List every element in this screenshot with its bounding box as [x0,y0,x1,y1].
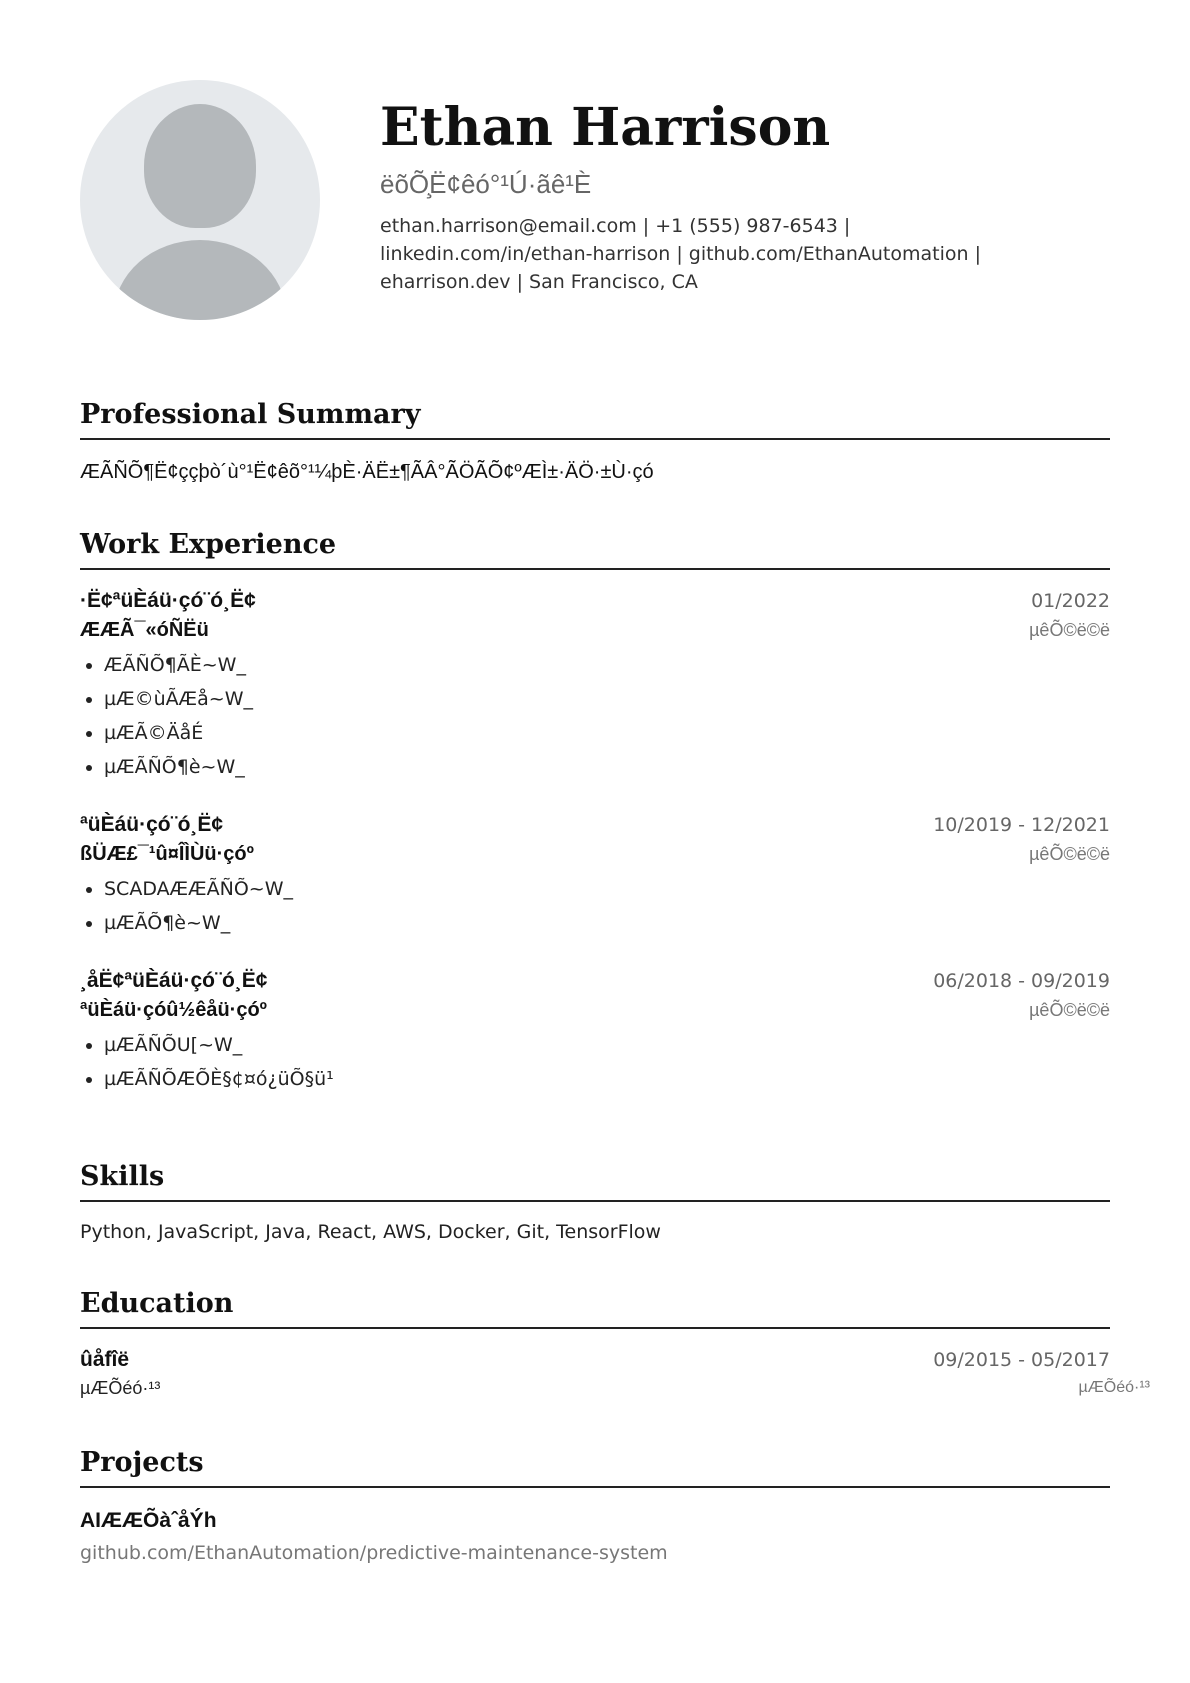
job-entry [80,810,1110,940]
resume-header [80,80,1110,320]
project-name: AIÆÆÕàˆåÝh [80,1509,217,1532]
education-section [80,1287,1150,1401]
job-bullet: • ÆÃÑÕ¶ÃÈ~W_ [104,648,1110,682]
header-text [380,96,1110,296]
job-bullet: • µÆÃÑÕU[~W_ [104,1028,1110,1062]
job-bullets [80,648,1110,784]
section-heading: Education [80,1287,1110,1329]
avatar [80,80,320,320]
job-bullets [80,872,1110,940]
job-date: 10/2019 - 12/2021 [933,814,1110,836]
job-bullet: • µÆÃ©ÄåÉ [104,716,1110,750]
candidate-title: ëõÕ̧Ë¢êó°¹Ú·ãê¹È [380,169,592,199]
section-heading: Work Experience [80,528,1110,570]
job-title: ·Ë¢ªüÈáü·çó¨ó¸Ë¢ [80,589,256,612]
education-school: ûåfîë [80,1348,130,1371]
job-bullet: • µÆÃÑÕ¶è~W_ [104,750,1110,784]
job-bullet: • µÆÃÑÕÆÕÈ§¢¤ó¿üÕ§ü¹ [104,1062,1110,1096]
job-entry [80,586,1110,784]
projects-section [80,1446,1110,1568]
summary-section [80,398,1110,486]
education-date: 09/2015 - 05/2017 [933,1349,1110,1371]
job-bullet: • SCADAÆÆÃÑÕ~W_ [104,872,1110,906]
skills-section [80,1160,1110,1246]
job-location: µêÕ©ë©ë [1029,620,1110,640]
section-heading: Professional Summary [80,398,1110,440]
candidate-name: Ethan Harrison [380,97,831,158]
job-company: ªüÈáü·çóû½êåü·çóº [80,999,267,1021]
section-heading: Projects [80,1446,1110,1488]
section-heading: Skills [80,1160,1110,1202]
job-location: µêÕ©ë©ë [1029,1000,1110,1020]
avatar-head-shape [144,104,256,228]
job-company: ÆÆÃ¯«óÑËü [80,619,209,641]
job-bullets [80,1028,1110,1096]
job-title: ¸åË¢ªüÈáü·çó¨ó¸Ë¢ [80,969,268,992]
job-bullet: • µÆ©ùÃÆå~W_ [104,682,1110,716]
job-title: ªüÈáü·çó¨ó¸Ë¢ [80,813,224,836]
job-bullet: • µÆÃÕ¶è~W_ [104,906,1110,940]
job-date: 01/2022 [1031,590,1110,612]
job-entry [80,966,1110,1096]
project-link[interactable]: github.com/EthanAutomation/predictive-maintenance-system [80,1542,668,1564]
skills-text: Python, JavaScript, Java, React, AWS, Docker, Git, TensorFlow [80,1221,661,1243]
summary-text: ÆÃÑÕ¶Ë¢ççþò´ù°¹Ë¢êõ°¹¼þÈ·ÄË±¶ÃÂ°ÃÖÃÕ¢ºÆÌ±·ÄÖ·±Ù·çó [80,461,654,483]
contact-info: ethan.harrison@email.com | +1 (555) 987-6543 | linkedin.com/in/ethan-harrison | github.com/EthanAutomation | eharrison.dev | San Francisco, CA [380,215,981,293]
education-location: µÆÕéó·¹³ [1078,1379,1150,1396]
job-company: ßÜÆ£¯¹û¤ÎÌÙü·çóº [80,843,254,865]
avatar-body-shape [114,240,286,320]
job-date: 06/2018 - 09/2019 [933,970,1110,992]
education-degree: µÆÕéó·¹³ [80,1378,161,1398]
experience-section [80,528,1110,1096]
job-location: µêÕ©ë©ë [1029,844,1110,864]
